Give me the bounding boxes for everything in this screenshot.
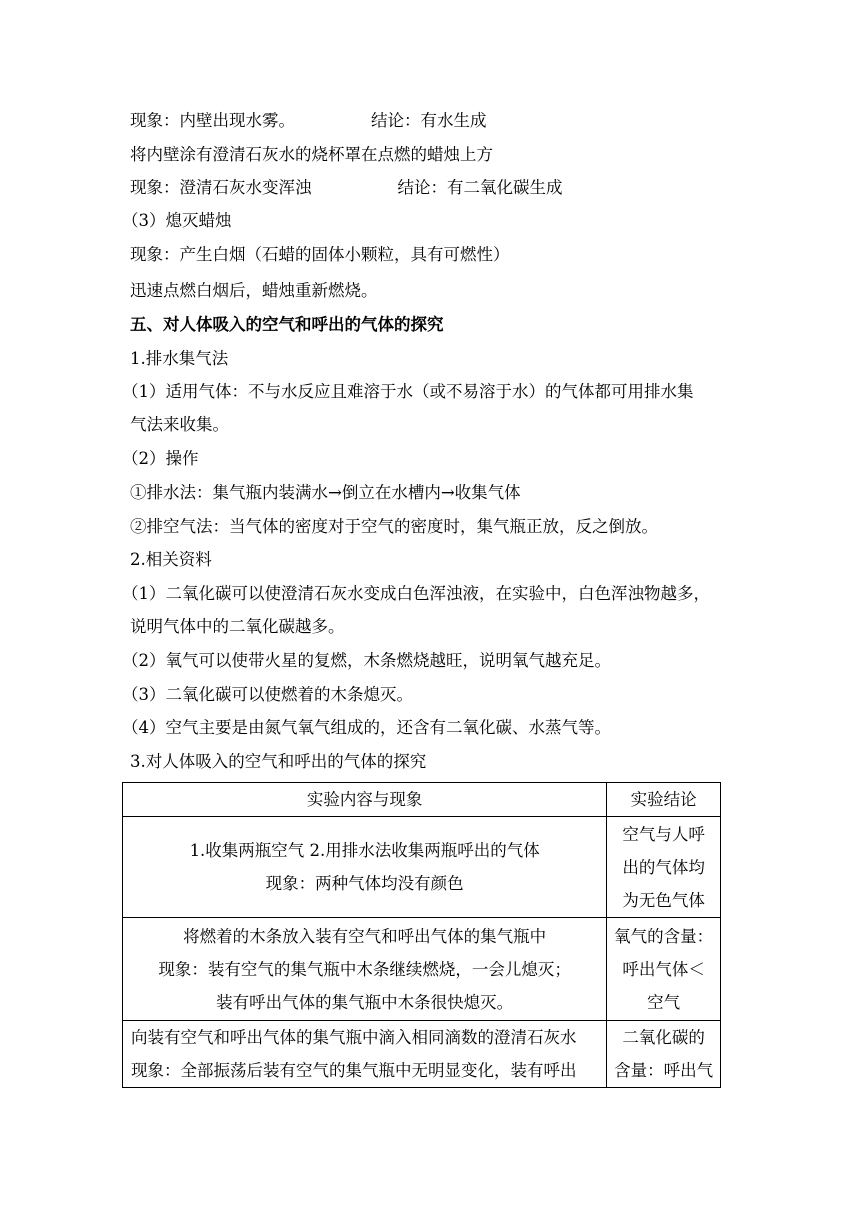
text-line: （2）氧气可以使带火星的复燃，木条燃烧越旺，说明氧气越充足。 [122, 651, 611, 670]
text-line: 3.对人体吸入的空气和呼出的气体的探究 [130, 752, 427, 771]
text-line [130, 110, 487, 132]
text-line: 1.排水集气法 [130, 349, 229, 368]
table-cell-content: 向装有空气和呼出气体的集气瓶中滴入相同滴数的澄清石灰水 现象：全部振荡后装有空气的集气瓶中无明显变化，装有呼出 [123, 1021, 607, 1088]
text-line [130, 177, 563, 199]
phenomenon-text: 现象：澄清石灰水变浑浊 [130, 178, 312, 197]
text-line: （2）操作 [122, 449, 199, 468]
experiment-table [122, 782, 721, 1088]
table-cell-conclusion: 二氧化碳的 含量：呼出气 [607, 1021, 721, 1088]
table-cell-conclusion: 氧气的含量： 呼出气体＜ 空气 [607, 918, 721, 1021]
table-header-cell: 实验内容与现象 [123, 783, 607, 817]
section-heading: 五、对人体吸入的空气和呼出的气体的探究 [130, 315, 444, 334]
text-line: 迅速点燃白烟后，蜡烛重新燃烧。 [130, 281, 378, 300]
text-line: ②排空气法：当气体的密度对于空气的密度时，集气瓶正放，反之倒放。 [130, 517, 658, 536]
conclusion-text: 结论：有二氧化碳生成 [397, 178, 563, 197]
text-line: （3）二氧化碳可以使燃着的木条熄灭。 [122, 685, 413, 704]
text-line: （1）适用气体：不与水反应且难溶于水（或不易溶于水）的气体都可用排水集 [122, 382, 694, 401]
table-cell-content: 1.收集两瓶空气 2.用排水法收集两瓶呼出的气体 现象：两种气体均没有颜色 [123, 817, 607, 918]
text-line: ①排水法：集气瓶内装满水→倒立在水槽内→收集气体 [130, 483, 521, 502]
table-header-cell: 实验结论 [607, 783, 721, 817]
conclusion-text: 结论：有水生成 [371, 111, 487, 130]
text-line: 说明气体中的二氧化碳越多。 [130, 617, 345, 636]
table-row [123, 1021, 721, 1088]
table-header-row [123, 783, 721, 817]
text-line: 现象：产生白烟（石蜡的固体小颗粒，具有可燃性） [130, 245, 510, 264]
table-row [123, 918, 721, 1021]
text-line: （1）二氧化碳可以使澄清石灰水变成白色浑浊液，在实验中，白色浑浊物越多， [122, 584, 710, 603]
text-line: （4）空气主要是由氮气氧气组成的，还含有二氧化碳、水蒸气等。 [122, 718, 611, 737]
text-line: （3）熄灭蜡烛 [122, 211, 232, 230]
text-line: 气法来收集。 [130, 415, 229, 434]
table-cell-conclusion: 空气与人呼 出的气体均 为无色气体 [607, 817, 721, 918]
table-row [123, 817, 721, 918]
text-line: 2.相关资料 [130, 550, 212, 569]
phenomenon-text: 现象：内壁出现水雾。 [130, 111, 295, 130]
text-line: 将内壁涂有澄清石灰水的烧杯罩在点燃的蜡烛上方 [130, 145, 493, 164]
table-cell-content: 将燃着的木条放入装有空气和呼出气体的集气瓶中 现象：装有空气的集气瓶中木条继续燃烧，一会儿熄灭； 装有呼出气体的集气瓶中木条很快熄灭。 [123, 918, 607, 1021]
